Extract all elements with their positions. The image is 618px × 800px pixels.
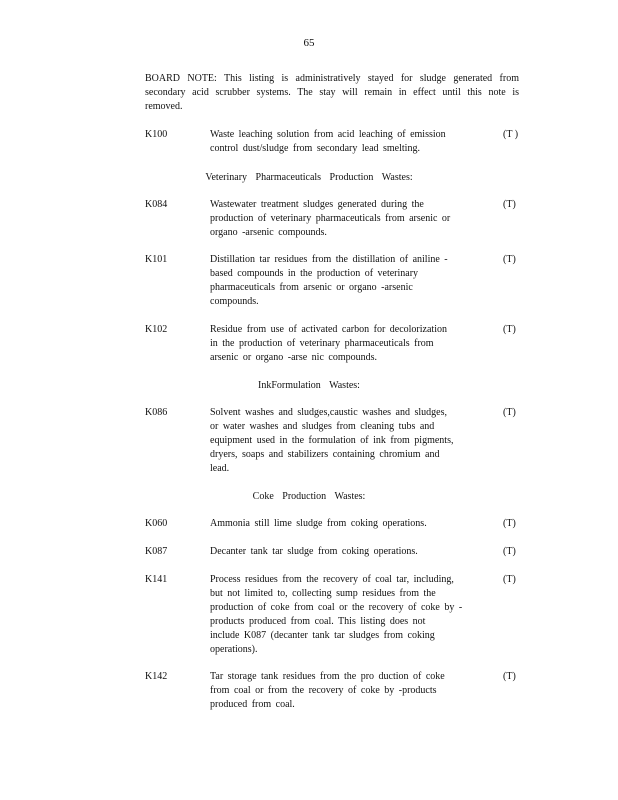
- hazard-code: (T): [503, 254, 516, 265]
- waste-code: K084: [145, 199, 168, 210]
- waste-description: [210, 573, 478, 657]
- waste-code: K102: [145, 324, 168, 335]
- description-line: produced from coal.: [210, 699, 295, 710]
- description-line: products produced from coal. This listing does not: [210, 616, 426, 627]
- description-line: in the production of veterinary pharmaceuticals from: [210, 338, 434, 349]
- section-heading-ink: InkFormulation Wastes:: [258, 380, 360, 391]
- description-line: compounds.: [210, 296, 259, 307]
- description-line: Distillation tar residues from the distillation of aniline -: [210, 254, 448, 265]
- description-line: control dust/sludge from secondary lead smelting.: [210, 143, 420, 154]
- waste-code: K086: [145, 407, 168, 418]
- description-line: Process residues from the recovery of coal tar, including,: [210, 574, 454, 585]
- description-line: Solvent washes and sludges,caustic washes and sludges,: [210, 407, 447, 418]
- waste-code: K141: [145, 574, 168, 585]
- waste-description: [210, 253, 478, 309]
- description-line: from coal or from the recovery of coke by -products: [210, 685, 437, 696]
- description-line: production of veterinary pharmaceuticals from arsenic or: [210, 213, 451, 224]
- description-line: operations).: [210, 644, 258, 655]
- description-line: Residue from use of activated carbon for decolorization: [210, 324, 447, 335]
- waste-description: [210, 323, 478, 365]
- description-line: or water washes and sludges from cleaning tubs and: [210, 421, 435, 432]
- description-line: lead.: [210, 463, 230, 474]
- hazard-code: (T): [503, 518, 516, 529]
- waste-code: K060: [145, 518, 168, 529]
- hazard-code: (T): [503, 407, 516, 418]
- section-heading-veterinary: Veterinary Pharmaceuticals Production Wastes:: [205, 172, 413, 183]
- waste-description: [210, 545, 478, 559]
- hazard-code: (T): [503, 574, 516, 585]
- board-note: BOARD NOTE: This listing is administratively stayed for sludge generated from secondary acid scrubber systems. The stay will remain in effect until this note is removed.: [145, 73, 519, 112]
- description-line: include K087 (decanter tank tar sludges from coking: [210, 630, 435, 641]
- section-heading-coke: Coke Production Wastes:: [252, 491, 366, 502]
- description-line: organo -arsenic compounds.: [210, 227, 327, 238]
- hazard-code: (T): [503, 199, 516, 210]
- description-line: dryers, soaps and stabilizers containing chromium and: [210, 449, 440, 460]
- description-line: Waste leaching solution from acid leaching of emission: [210, 129, 446, 140]
- waste-description: [210, 670, 478, 712]
- waste-description: [210, 406, 478, 476]
- description-line: but not limited to, collecting sump residues from the: [210, 588, 436, 599]
- description-line: Tar storage tank residues from the pro duction of coke: [210, 671, 445, 682]
- waste-code: K142: [145, 671, 168, 682]
- description-line: Decanter tank tar sludge from coking operations.: [210, 546, 418, 557]
- hazard-code: (T): [503, 671, 516, 682]
- page-number: 65: [303, 37, 315, 49]
- waste-description: [210, 128, 478, 156]
- waste-code: K100: [145, 129, 168, 140]
- description-line: pharmaceuticals from arsenic or organo -arsenic: [210, 282, 413, 293]
- hazard-code: (T): [503, 546, 516, 557]
- description-line: equipment used in the formulation of ink from pigments,: [210, 435, 454, 446]
- description-line: Ammonia still lime sludge from coking operations.: [210, 518, 427, 529]
- hazard-code: (T ): [503, 129, 519, 140]
- waste-code: K087: [145, 546, 168, 557]
- description-line: Wastewater treatment sludges generated during the: [210, 199, 424, 210]
- description-line: based compounds in the production of veterinary: [210, 268, 419, 279]
- waste-code: K101: [145, 254, 168, 265]
- waste-description: [210, 198, 478, 240]
- description-line: production of coke from coal or the recovery of coke by -: [210, 602, 463, 613]
- hazard-code: (T): [503, 324, 516, 335]
- waste-description: [210, 517, 478, 531]
- description-line: arsenic or organo -arse nic compounds.: [210, 352, 377, 363]
